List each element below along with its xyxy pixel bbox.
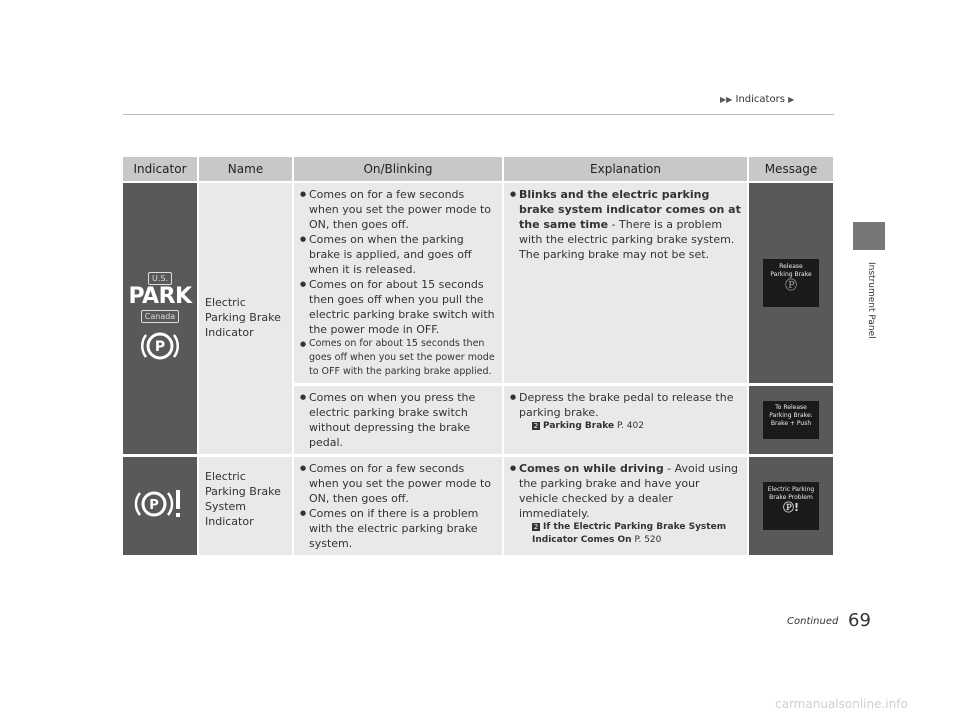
message-screen xyxy=(763,482,819,530)
message-cell xyxy=(748,385,834,456)
name-cell xyxy=(198,456,293,557)
message-line: To Release xyxy=(775,404,807,411)
section-tab-marker xyxy=(853,222,885,250)
reference-page: P. 402 xyxy=(617,421,644,431)
header-rule xyxy=(123,114,834,115)
park-indicator-icon: PARK xyxy=(128,284,192,309)
reference-title: If the Electric Parking Brake System Indicator Comes On xyxy=(532,522,727,545)
column-header: Explanation xyxy=(503,157,748,182)
continued-label: Continued xyxy=(787,616,839,627)
breadcrumb-arrow-icon: ▶ xyxy=(788,95,795,104)
list-item: ● Comes on if there is a problem with the electric parking brake system. xyxy=(300,506,496,551)
list-item xyxy=(510,187,741,262)
parking-brake-p-icon xyxy=(123,329,197,367)
name-cell xyxy=(198,182,293,456)
explanation-cell xyxy=(503,182,748,385)
message-cell xyxy=(748,456,834,557)
brake-system-warning-icon xyxy=(123,487,197,525)
on-blinking-cell xyxy=(293,385,503,456)
indicator-name: Electric Parking Brake Indicator xyxy=(205,296,281,339)
region-badge-us: U.S. xyxy=(148,272,172,285)
list-item: ● Comes on for a few seconds when you set the power mode to ON, then goes off. xyxy=(300,461,496,506)
list-item: ● Comes on when you press the electric parking brake switch without depressing the brake pedal. xyxy=(300,390,496,450)
message-screen xyxy=(763,259,819,307)
svg-text:P: P xyxy=(154,339,166,355)
explanation-bold: Comes on while driving xyxy=(519,462,664,475)
explanation-text: - There is a problem with the electric parking brake system. The parking brake may not be set. xyxy=(519,218,735,261)
column-header: Name xyxy=(198,157,293,182)
watermark: carmanualsonline.info xyxy=(775,697,908,711)
list-item: ● Comes on for about 15 seconds then goes off when you pull the electric parking brake switch with the power mode in OFF. xyxy=(300,277,496,337)
page-reference[interactable] xyxy=(510,420,741,433)
parking-brake-p-icon: Ⓟ xyxy=(784,278,797,292)
list-item: ● Depress the brake pedal to release the parking brake. xyxy=(510,390,741,420)
column-header: Indicator xyxy=(123,157,198,182)
section-side-label: Instrument Panel xyxy=(866,262,876,339)
page-number: 69 xyxy=(848,610,871,631)
indicator-name: Electric Parking Brake System Indicator xyxy=(205,470,281,528)
message-line: Parking Brake: xyxy=(769,412,813,419)
reference-title: Parking Brake xyxy=(543,421,615,431)
message-line: Brake + Push xyxy=(770,420,812,427)
reference-arrow-icon: 2 xyxy=(533,523,539,531)
list-item: ● Comes on for about 15 seconds then goes off when you set the power mode to OFF with the parking brake applied. xyxy=(300,337,496,379)
svg-text:P: P xyxy=(149,498,159,513)
reference-arrow-icon: 2 xyxy=(533,422,539,430)
list-item: ● Comes on when the parking brake is applied, and goes off when it is released. xyxy=(300,232,496,277)
list-item xyxy=(510,461,741,521)
explanation-cell xyxy=(503,456,748,557)
message-screen xyxy=(763,401,819,439)
breadcrumb-arrow-icon: ▶▶ xyxy=(720,95,733,104)
table-row xyxy=(123,456,834,557)
on-blinking-cell xyxy=(293,456,503,557)
column-header: Message xyxy=(748,157,834,182)
message-line: Electric Parking xyxy=(767,486,815,493)
explanation-cell xyxy=(503,385,748,456)
indicator-cell xyxy=(123,182,198,456)
brake-system-warning-icon: Ⓟ! xyxy=(782,501,800,514)
reference-page: P. 520 xyxy=(634,535,662,545)
page-reference[interactable] xyxy=(510,521,741,547)
breadcrumb-label: Indicators xyxy=(735,94,785,105)
explanation-bold: Blinks and the electric parking brake system indicator comes on at the same time xyxy=(519,188,741,231)
message-cell xyxy=(748,182,834,385)
list-item: ● Comes on for a few seconds when you set the power mode to ON, then goes off. xyxy=(300,187,496,232)
table-header-row xyxy=(123,157,834,182)
column-header: On/Blinking xyxy=(293,157,503,182)
message-line: Release xyxy=(779,263,803,270)
region-badge-canada: Canada xyxy=(141,310,179,323)
breadcrumb xyxy=(720,94,794,105)
indicator-cell xyxy=(123,456,198,557)
indicator-table xyxy=(123,157,835,558)
table-row xyxy=(123,182,834,385)
explanation-text: - Avoid using the parking brake and have your vehicle checked by a dealer immediately. xyxy=(519,462,739,520)
on-blinking-cell xyxy=(293,182,503,385)
message-line: Parking Brake xyxy=(770,271,812,278)
message-line: Brake Problem xyxy=(769,494,813,501)
